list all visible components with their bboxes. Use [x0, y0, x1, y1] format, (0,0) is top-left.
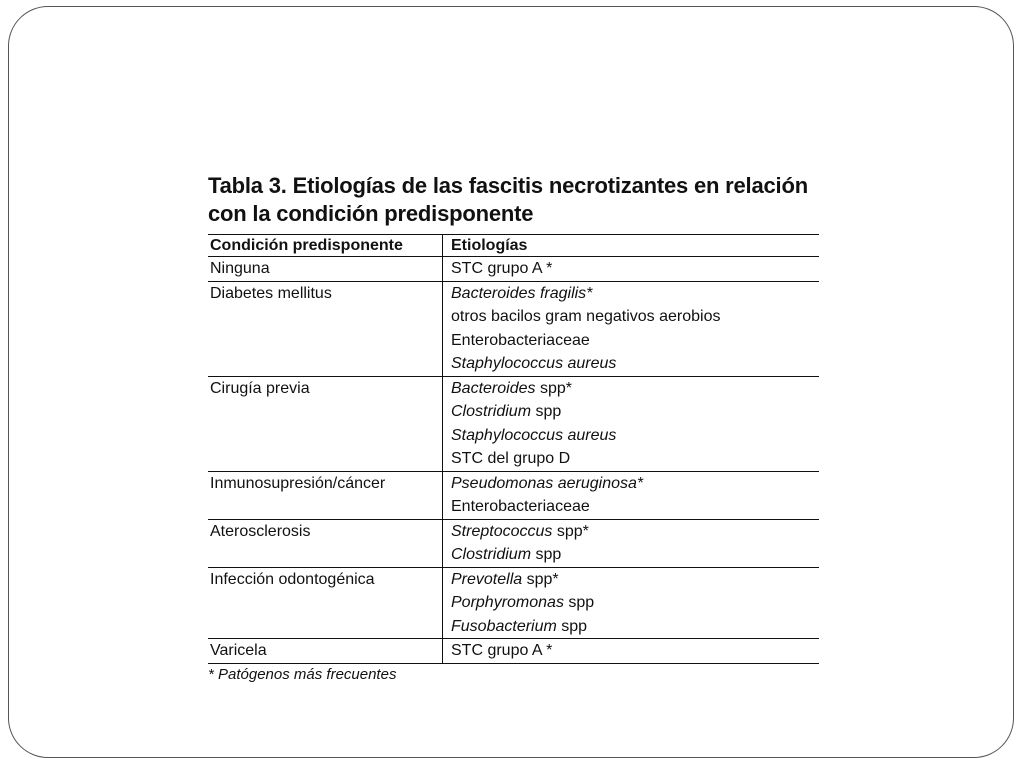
condition-cell: Cirugía previa	[208, 376, 443, 471]
condition-cell: Inmunosupresión/cáncer	[208, 471, 443, 519]
table-row	[208, 281, 819, 376]
etiology-item	[451, 543, 819, 567]
etiology-item	[451, 329, 819, 353]
etiology-cell	[443, 281, 820, 376]
table-row	[208, 519, 819, 567]
etiology-item-text: otros bacilos gram negativos aerobios	[451, 308, 721, 325]
etiology-item	[451, 615, 819, 639]
etiology-item-italic: Clostridium	[451, 546, 532, 563]
condition-cell: Aterosclerosis	[208, 519, 443, 567]
etiology-item	[451, 400, 819, 424]
etiology-item-text: spp	[531, 546, 562, 563]
etiology-table	[208, 234, 819, 664]
table-row	[208, 257, 819, 282]
etiology-item-italic: Staphylococcus aureus	[451, 426, 617, 444]
etiology-item-text: spp*	[552, 522, 589, 540]
etiology-item	[451, 568, 819, 592]
etiology-cell	[443, 567, 820, 639]
etiology-item-text: spp	[531, 403, 562, 420]
etiology-item	[451, 639, 819, 663]
etiology-cell	[443, 376, 820, 471]
etiology-item	[451, 520, 819, 544]
table-header-row	[208, 235, 819, 257]
header-condition: Condición predisponente	[208, 235, 443, 257]
etiology-item-text: spp*	[522, 570, 559, 588]
etiology-item-italic: Prevotella	[451, 570, 523, 588]
etiology-cell	[443, 639, 820, 664]
condition-cell: Ninguna	[208, 257, 443, 282]
etiology-item-text: spp	[563, 594, 595, 611]
etiology-item-italic: Porphyromonas	[451, 594, 564, 611]
table-footnote: * Patógenos más frecuentes	[208, 665, 397, 683]
etiology-cell	[443, 471, 820, 519]
etiology-item-text: spp*	[535, 379, 572, 397]
etiology-item-text: STC grupo A *	[451, 260, 553, 277]
etiology-item-text: STC grupo A *	[451, 642, 553, 659]
etiology-item	[451, 257, 819, 281]
etiology-item-italic: Clostridium	[451, 403, 532, 420]
table-row	[208, 567, 819, 639]
header-etiology: Etiologías	[443, 235, 820, 257]
table-row	[208, 639, 819, 664]
etiology-item	[451, 472, 819, 496]
etiology-item-italic: Bacteroides	[451, 379, 536, 397]
table-title-line-2: con la condición predisponente	[208, 201, 534, 226]
table-figure	[208, 172, 819, 683]
etiology-item	[451, 282, 819, 306]
etiology-item-italic: Staphylococcus aureus	[451, 355, 617, 372]
table-body	[208, 257, 819, 664]
etiology-item	[451, 377, 819, 401]
table-title-line-1: Tabla 3. Etiologías de las fascitis necrotizantes en relación	[208, 173, 808, 198]
etiology-item	[451, 495, 819, 519]
etiology-item-text: spp	[556, 617, 588, 635]
condition-cell: Infección odontogénica	[208, 567, 443, 639]
etiology-item-italic: Bacteroides fragilis*	[451, 284, 593, 302]
etiology-cell	[443, 257, 820, 282]
etiology-item	[451, 352, 819, 376]
etiology-item-italic: Pseudomonas aeruginosa*	[451, 474, 644, 492]
etiology-item	[451, 305, 819, 329]
etiology-item-text: STC del grupo D	[451, 450, 571, 467]
etiology-item	[451, 591, 819, 615]
table-row	[208, 376, 819, 471]
etiology-item	[451, 424, 819, 448]
table-row	[208, 471, 819, 519]
etiology-cell	[443, 519, 820, 567]
etiology-item-italic: Fusobacterium	[451, 617, 557, 635]
etiology-item	[451, 447, 819, 471]
etiology-item-text: Enterobacteriaceae	[451, 331, 590, 349]
etiology-item-text: Enterobacteriaceae	[451, 498, 590, 515]
etiology-item-italic: Streptococcus	[451, 522, 553, 540]
condition-cell: Diabetes mellitus	[208, 281, 443, 376]
condition-cell: Varicela	[208, 639, 443, 664]
table-title	[208, 172, 819, 228]
